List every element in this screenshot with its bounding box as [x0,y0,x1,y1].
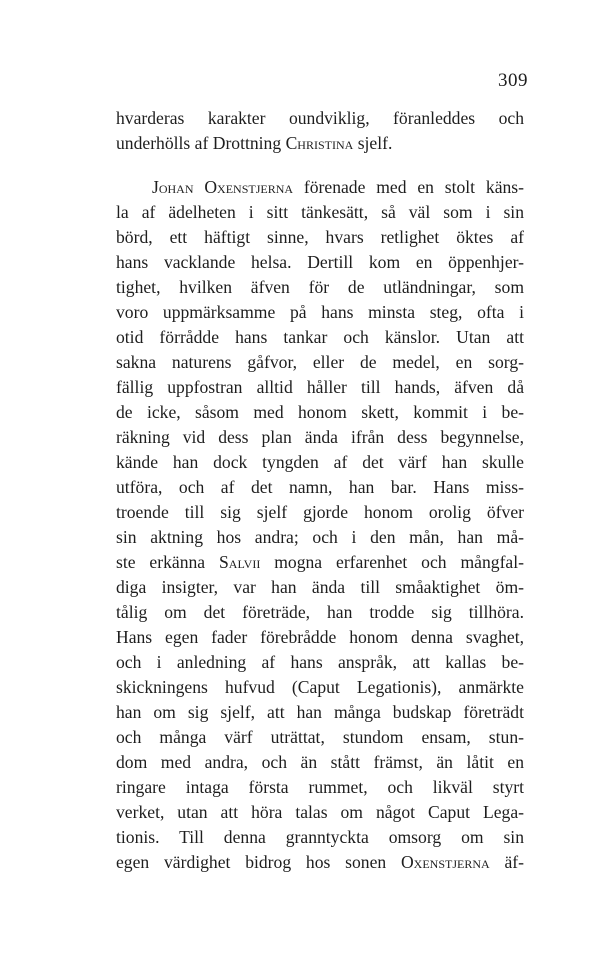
text-line: egen värdighet bidrog hos sonen Oxenstjerna äf- [116,852,524,872]
text-line: tighet, hvilken äfven för de utländningar, som [116,277,524,297]
text-line: de icke, såsom med honom skett, kommit i be- [116,402,524,422]
text-line: verket, utan att höra talas om något Caput Lega- [116,802,524,822]
text-line: utföra, och af det namn, han bar. Hans miss- [116,477,524,497]
text-line: tionis. Till denna granntyckta omsorg om sin [116,827,524,847]
text-line: Johan Oxenstjerna förenade med en stolt käns- [152,177,524,197]
text-line: otid förrådde hans tankar och känslor. Utan att [116,327,524,347]
text-line: räkning vid dess plan ända ifrån dess begynnelse, [116,427,524,447]
text-line: skickningens hufvud (Caput Legationis), anmärkte [116,677,524,697]
text-line: han om sig sjelf, att han många budskap företrädt [116,702,524,722]
text-line: börd, ett häftigt sinne, hvars retlighet öktes af [116,227,524,247]
text-line: voro uppmärksamme på hans minsta steg, ofta i [116,302,524,322]
text-line: hans vacklande helsa. Dertill kom en öppenhjer- [116,252,524,272]
text-line: fällig uppfostran alltid håller till hands, äfven då [116,377,524,397]
text-line: diga insigter, var han ända till småaktighet öm- [116,577,524,597]
text-line: ringare intaga första rummet, och likväl styrt [116,777,524,797]
text-line: hvarderas karakter oundviklig, föranleddes och [116,108,524,128]
text-line: och många värf uträttat, stundom ensam, stun- [116,727,524,747]
text-line: sin aktning hos andra; och i den mån, han må- [116,527,524,547]
page-number: 309 [498,70,528,91]
text-line: la af ädelheten i sitt tänkesätt, så väl som i sin [116,202,524,222]
text-line: och i anledning af hans anspråk, att kallas be- [116,652,524,672]
paragraph-1 [116,106,524,156]
text-line: kände han dock tyngden af det värf han skulle [116,452,524,472]
paragraph-2 [116,175,524,875]
text-line: underhölls af Drottning Christina sjelf. [116,133,393,153]
text-line: troende till sig sjelf gjorde honom orolig öfver [116,502,524,522]
text-line: tålig om det företräde, han trodde sig tillhöra. [116,602,524,622]
text-line: ste erkänna Salvii mogna erfarenhet och mångfal- [116,552,524,572]
text-line: dom med andra, och än stått främst, än låtit en [116,752,524,772]
text-line: Hans egen fader förebrådde honom denna svaghet, [116,627,524,647]
text-line: sakna naturens gåfvor, eller de medel, en sorg- [116,352,524,372]
